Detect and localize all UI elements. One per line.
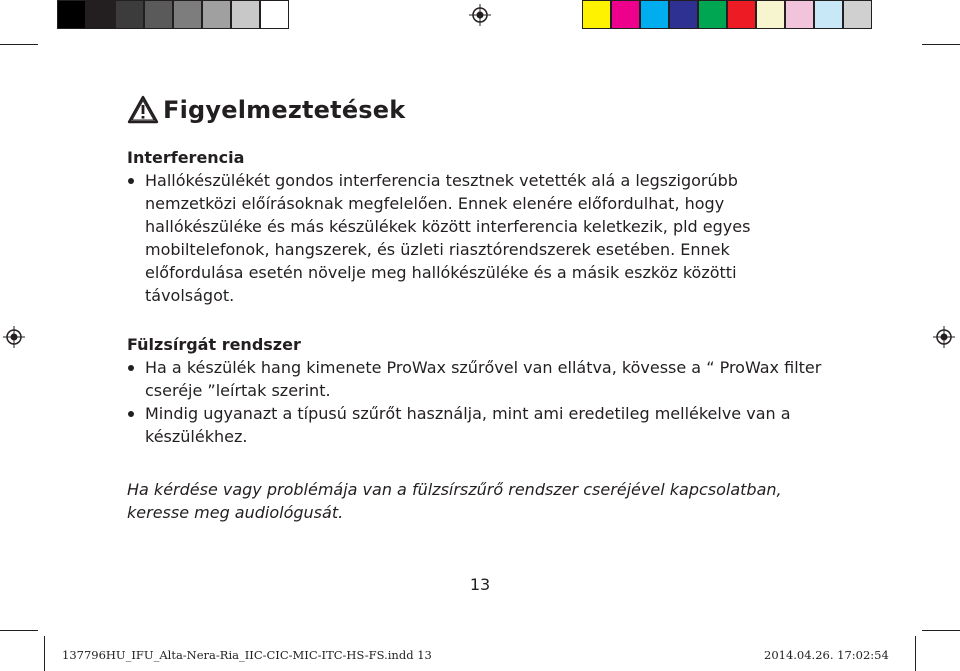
registration-mark-icon — [933, 326, 955, 348]
page-number: 13 — [469, 575, 491, 594]
crop-mark — [915, 636, 916, 671]
crop-mark — [922, 44, 960, 45]
warnings-content — [127, 90, 827, 540]
list-item: Hallókészülékét gondos interferencia tesztnek vetették alá a legszigorúbb nemzetközi előírásoknak megfelelően. Ennek elenére előfordulhat, hogy hallókészüléke és más készülékek között interferencia keletkezik, pld egyes mobiltelefonok, hangszerek, és üzleti riasztórendszerek esetében. Ennek előfordulása esetén növelje meg hallókészüléke és a másik eszköz közötti távolságot. — [127, 169, 827, 307]
grayscale-colorbar — [57, 0, 289, 30]
swatch-2 — [86, 0, 115, 29]
crop-mark — [0, 44, 38, 45]
slug-filename: 137796HU_IFU_Alta-Nera-Ria_IIC-CIC-MIC-ITC-HS-FS.indd 13 — [62, 648, 432, 662]
section-title: Fülzsírgát rendszer — [127, 335, 301, 354]
page-title: Figyelmeztetések — [163, 96, 406, 124]
swatch-3 — [115, 0, 144, 29]
page-heading — [127, 90, 827, 130]
swatch-red — [727, 0, 756, 29]
swatch-green — [698, 0, 727, 29]
section-title: Interferencia — [127, 148, 245, 167]
registration-mark-icon — [469, 4, 491, 26]
crop-mark — [922, 630, 960, 631]
swatch-4 — [144, 0, 173, 29]
swatch-5 — [173, 0, 202, 29]
italic-note: Ha kérdése vagy problémája van a fülzsírszűrő rendszer cseréjével kapcsolatban, keresse meg audiológusát. — [127, 480, 782, 522]
list-item: Mindig ugyanazt a típusú szűrőt használja, mint ami eredetileg mellékelve van a készülékhez. — [127, 402, 827, 448]
swatch-magenta — [611, 0, 640, 29]
swatch-light-magenta — [785, 0, 814, 29]
swatch-7 — [231, 0, 260, 29]
section-wax-guard — [127, 333, 827, 448]
slug-timestamp: 2014.04.26. 17:02:54 — [764, 648, 889, 662]
swatch-light-cyan — [814, 0, 843, 29]
swatch-blue — [669, 0, 698, 29]
swatch-6 — [202, 0, 231, 29]
swatch-8 — [260, 0, 289, 29]
section-interference — [127, 146, 827, 307]
bullet-list — [127, 356, 827, 448]
cmyk-colorbar — [582, 0, 872, 30]
crop-mark — [44, 636, 45, 671]
crop-mark — [0, 630, 38, 631]
swatch-cyan — [640, 0, 669, 29]
list-item: Ha a készülék hang kimenete ProWax szűrővel van ellátva, kövesse a “ ProWax filter cseréje ”leírtak szerint. — [127, 356, 827, 402]
swatch-yellow — [582, 0, 611, 29]
warning-icon — [127, 94, 159, 126]
swatch-1 — [57, 0, 86, 29]
swatch-light-gray — [843, 0, 872, 29]
bullet-list — [127, 169, 827, 307]
swatch-light-yellow — [756, 0, 785, 29]
registration-mark-icon — [3, 326, 25, 348]
